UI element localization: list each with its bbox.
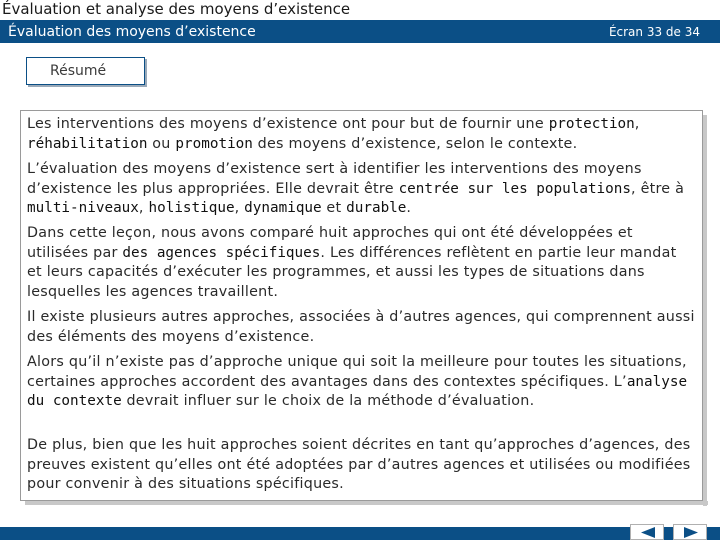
header-bar xyxy=(0,20,720,43)
p2-text-1: L’évaluation des moyens d’existence sert à identifier les interventions des moyens d’existence les plus appropriées. Elle devrait être xyxy=(27,161,642,197)
summary-tab xyxy=(26,57,145,85)
p1-term-rehabilitation: réhabilitation xyxy=(27,135,148,152)
panel-shadow-right xyxy=(703,115,707,506)
panel-shadow-bottom xyxy=(25,501,708,505)
p2-term-holistic: holistique xyxy=(148,200,235,216)
paragraph-5 xyxy=(27,353,695,412)
paragraph-4 xyxy=(27,308,695,347)
paragraph-3 xyxy=(27,224,695,302)
previous-screen-button[interactable] xyxy=(630,524,664,540)
p2-text-3: , xyxy=(138,200,149,216)
triangle-left-icon xyxy=(640,527,656,538)
triangle-right-icon xyxy=(683,527,699,538)
p4-text-1: Il existe plusieurs autres approches, associées à d’autres agences, qui comprennent aussi des éléments des moyens d’existence. xyxy=(27,309,695,345)
p6-text-1: De plus, bien que les huit approches soient décrites en tant qu’approches d’agences, des preuves existent qu’elles ont été adoptées par d’autres agences et utilisées ou modifiées pour convenir à des situations spécifiques. xyxy=(27,437,691,492)
p2-text-2: , être à xyxy=(630,180,685,197)
p1-text-3: ou xyxy=(147,135,176,152)
p2-term-sustainable: durable xyxy=(346,200,407,216)
p1-term-protection: protection xyxy=(548,116,635,132)
p5-text-1: Alors qu’il n’existe pas d’approche unique qui soit la meilleure pour toutes les situations, certaines approches accordent des avantages dans des contextes spécifiques. L’ xyxy=(27,354,687,390)
window-title: Évaluation et analyse des moyens d’existence xyxy=(0,0,720,20)
content-panel xyxy=(20,110,703,501)
footer-bar xyxy=(0,527,720,540)
p2-text-4: , xyxy=(234,200,245,216)
p1-text-2: , xyxy=(634,116,640,132)
p3-text-1: Dans cette leçon, nous avons comparé huit approches qui ont été développées et utilisées par xyxy=(27,225,633,261)
next-screen-button[interactable] xyxy=(673,524,707,540)
p2-term-multilevel: multi-niveaux xyxy=(27,200,139,216)
p1-text-4: des moyens d’existence, selon le contexte. xyxy=(252,135,578,152)
p2-term-centered: centrée sur les populations xyxy=(398,180,631,197)
paragraph-6 xyxy=(27,436,695,495)
p3-term-agencies: des agences spécifiques xyxy=(122,244,321,261)
p3-text-2: . Les différences reflètent en partie leur mandat et leurs capacités d’exécuter les programmes, et aussi les types de situations dans lesquelles les agences travaillent. xyxy=(27,244,677,300)
p5-term-context-analysis: analyse du contexte xyxy=(27,373,688,409)
p2-term-dynamic: dynamique xyxy=(244,200,322,216)
paragraph-2 xyxy=(27,160,695,219)
screen-counter: Écran 33 de 34 xyxy=(608,25,700,39)
paragraph-1 xyxy=(27,115,695,154)
lesson-subtitle: Évaluation des moyens d’existence xyxy=(8,24,256,40)
p1-term-promotion: promotion xyxy=(175,135,253,152)
p2-text-6: . xyxy=(406,200,412,216)
p1-text-1: Les interventions des moyens d’existence ont pour but de fournir une xyxy=(27,116,549,132)
summary-label: Résumé xyxy=(50,63,107,79)
p2-text-5: et xyxy=(321,200,347,216)
p5-text-2: devrait influer sur le choix de la méthode d’évaluation. xyxy=(121,393,535,409)
